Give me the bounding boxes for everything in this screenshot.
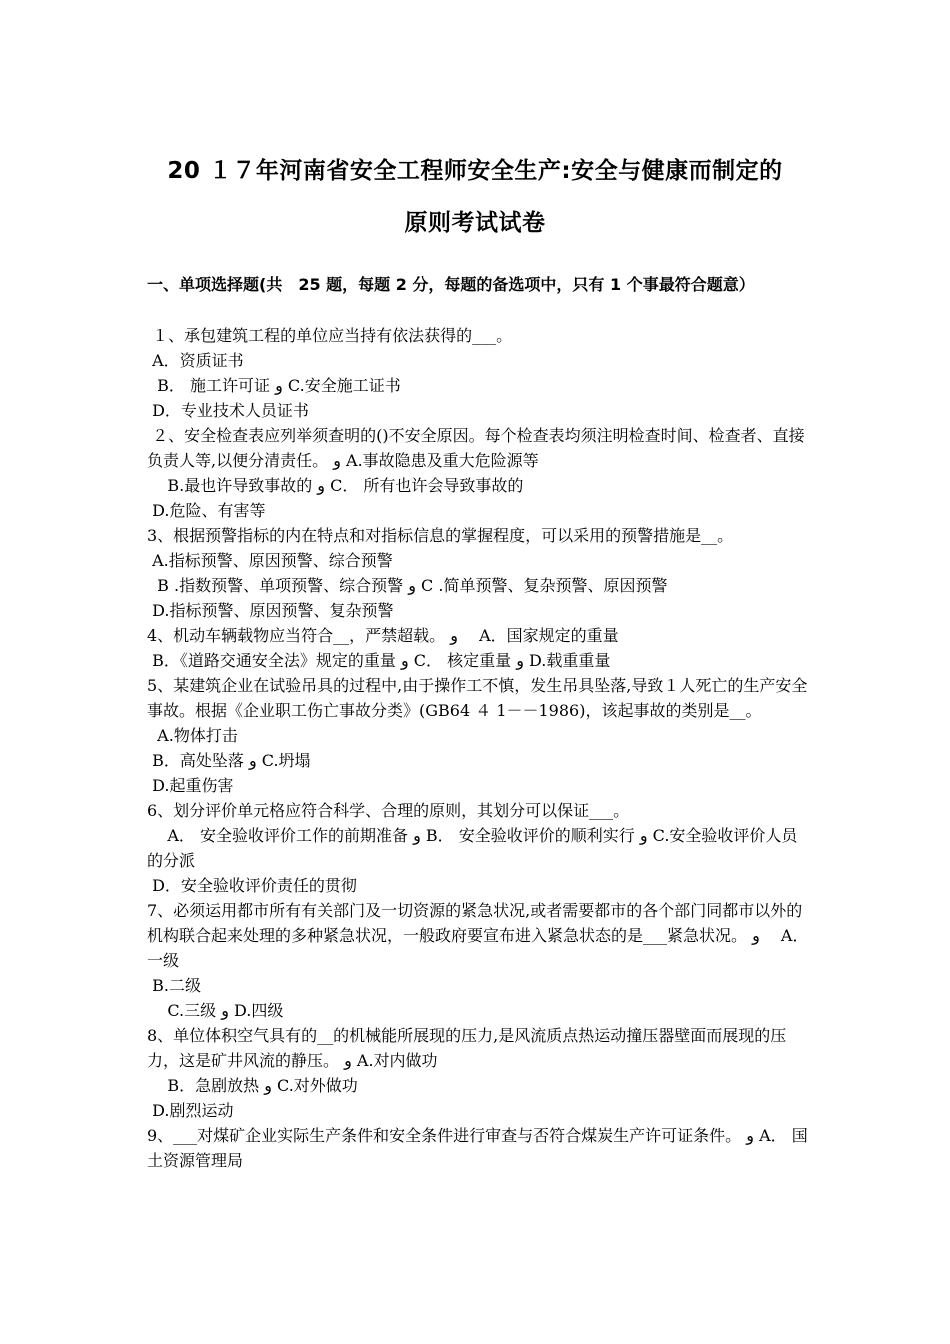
question-line: 6、划分评价单元格应符合科学、合理的原则，其划分可以保证___。 — [147, 801, 630, 820]
option-line: D．安全验收评价责任的贯彻 — [147, 876, 357, 895]
option-line: B.二级 — [147, 976, 201, 995]
document-title-line-1: 20 １７年河南省安全工程师安全生产:安全与健康而制定的 — [167, 158, 783, 184]
option-line: D.危险、有害等 — [147, 501, 266, 520]
option-line: D.剧烈运动 — [147, 1101, 234, 1120]
option-line: A.物体打击 — [147, 726, 238, 745]
option-line: B .指数预警、单项预警、综合预警 و C .简单预警、复杂预警、原因预警 — [147, 576, 668, 595]
option-line: A.指标预警、原因预警、综合预警 — [147, 551, 393, 570]
option-line: D．专业技术人员证书 — [147, 401, 309, 420]
option-line: B．《道路交通安全法》规定的重量 و C． 核定重量 و D.载重重量 — [147, 651, 611, 670]
question-list — [147, 323, 812, 1173]
option-line: B.最也许导致事故的 و C． 所有也许会导致事故的 — [147, 476, 524, 495]
question-line: 7、必须运用都市所有有关部门及一切资源的紧急状况,或者需要都市的各个部门同都市以外的机构联合起来处理的多种紧急状况，一般政府要宣布进入紧急状态的是___紧急状况。 و A． 一级 — [147, 901, 814, 970]
option-line: B． 施工许可证 و C.安全施工证书 — [147, 376, 401, 395]
option-line: B．高处坠落 و C.坍塌 — [147, 751, 311, 770]
option-line: D.起重伤害 — [147, 776, 234, 795]
option-line: C.三级 و D.四级 — [147, 1001, 284, 1020]
question-line: 4、机动车辆载物应当符合__，严禁超载。 و A．国家规定的重量 — [147, 626, 619, 645]
option-line: D.指标预警、原因预警、复杂预警 — [147, 601, 394, 620]
section-heading: 一、单项选择题(共 25 题，每题 2 分，每题的备选项中，只有 1 个事最符合题意） — [147, 275, 755, 294]
question-line: ２、安全检查表应列举须查明的()不安全原因。每个检查表均须注明检查时间、检查者、直接负责人等,以便分清责任。 و A.事故隐患及重大危险源等 — [147, 426, 805, 470]
question-line: 5、某建筑企业在试验吊具的过程中,由于操作工不慎，发生吊具坠落,导致１人死亡的生产安全事故。根据《企业职工伤亡事故分类》(GB64 ４ 1－－1986)，该起事故的类别是__。 — [147, 676, 808, 720]
question-line: 9、___对煤矿企业实际生产条件和安全条件进行审查与否符合煤炭生产许可证条件。 و A． 国土资源管理局 — [147, 1126, 808, 1170]
question-line: １、承包建筑工程的单位应当持有依法获得的___。 — [147, 326, 513, 345]
option-line: B．急剧放热 و C.对外做功 — [147, 1076, 358, 1095]
option-line: A． 安全验收评价工作的前期准备 و B． 安全验收评价的顺利实行 و C.安全验收评价人员的分派 — [147, 826, 798, 870]
question-line: 8、单位体积空气具有的__的机械能所展现的压力,是风流质点热运动撞压器壁面而展现的压力，这是矿井风流的静压。 و A.对内做功 — [147, 1026, 787, 1070]
question-line: 3、根据预警指标的内在特点和对指标信息的掌握程度，可以采用的预警措施是__。 — [147, 526, 734, 545]
document-title-line-2: 原则考试试卷 — [404, 210, 546, 236]
option-line: A．资质证书 — [147, 351, 244, 370]
